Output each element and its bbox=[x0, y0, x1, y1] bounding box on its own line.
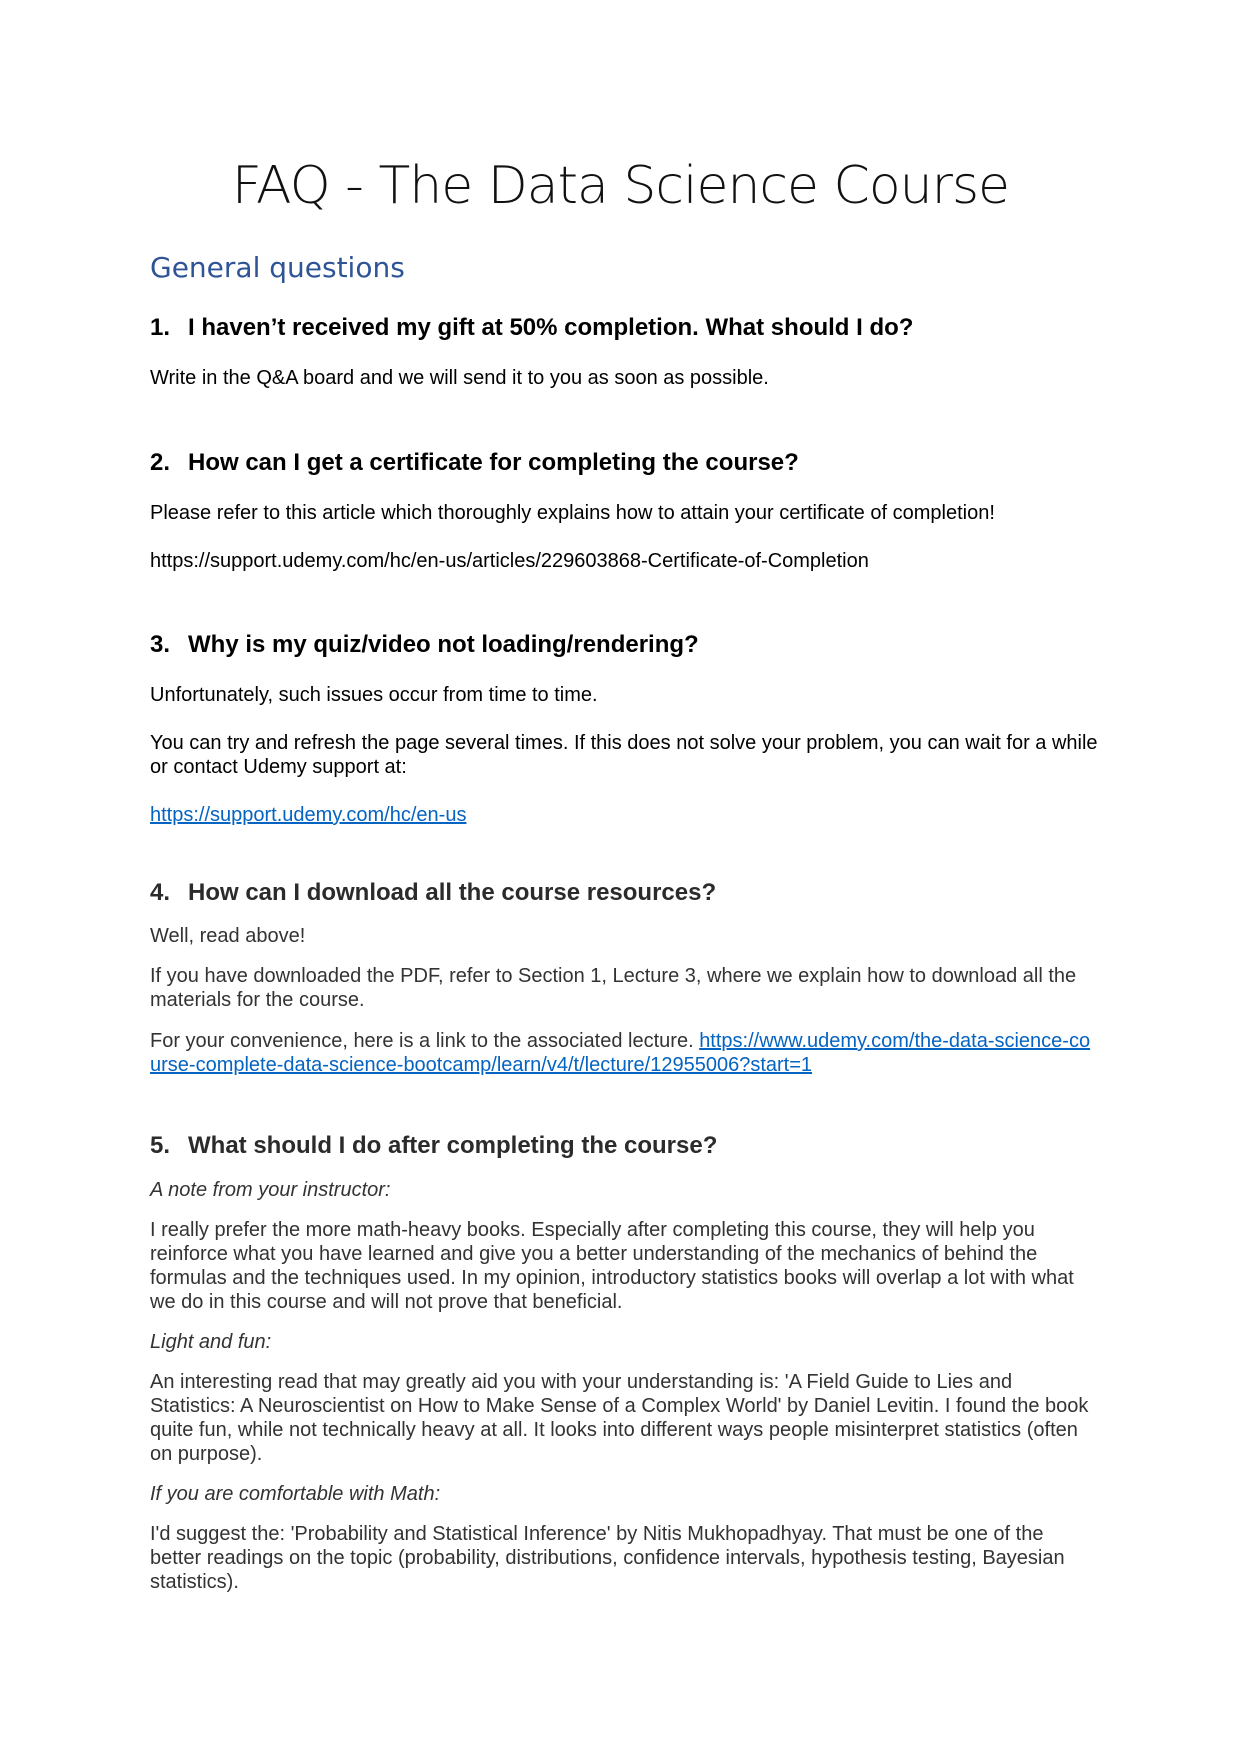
answer-link-paragraph bbox=[150, 803, 1100, 827]
certificate-url-text: https://support.udemy.com/hc/en-us/articles/229603868-Certificate-of-Completion bbox=[150, 550, 869, 572]
question-text: How can I download all the course resources? bbox=[188, 879, 717, 906]
question-heading bbox=[150, 313, 1100, 343]
question-text: What should I do after completing the course? bbox=[188, 1132, 718, 1159]
subheading-italic: A note from your instructor: bbox=[150, 1179, 391, 1201]
question-3 bbox=[150, 630, 1100, 660]
question-number: 2. bbox=[150, 449, 171, 476]
answer-paragraph: Write in the Q&A board and we will send it to you as soon as possible. bbox=[150, 367, 769, 389]
answer-paragraph: Please refer to this article which thoroughly explains how to attain your certificate of completion! bbox=[150, 502, 995, 524]
question-number: 4. bbox=[150, 879, 171, 906]
question-1 bbox=[150, 313, 1100, 343]
page-title: FAQ - The Data Science Course bbox=[231, 156, 1010, 216]
udemy-support-link[interactable]: https://support.udemy.com/hc/en-us bbox=[150, 804, 467, 826]
question-2 bbox=[150, 448, 1100, 478]
question-number: 5. bbox=[150, 1132, 171, 1159]
question-text: How can I get a certificate for completing the course? bbox=[188, 449, 799, 476]
answer-paragraph: If you have downloaded the PDF, refer to Section 1, Lecture 3, where we explain how to download all the materials for the course. bbox=[150, 965, 1077, 1011]
question-heading bbox=[150, 630, 1100, 660]
lecture-link[interactable]: https://www.udemy.com/the-data-science-course-complete-data-science-bootcamp/learn/v4/t/lecture/12955006?start=1 bbox=[150, 1030, 1091, 1076]
question-text: I haven’t received my gift at 50% completion. What should I do? bbox=[188, 314, 914, 341]
answer-paragraph: Unfortunately, such issues occur from time to time. bbox=[150, 684, 598, 706]
subheading-italic: Light and fun: bbox=[150, 1331, 272, 1353]
question-heading bbox=[150, 1131, 1100, 1161]
question-text: Why is my quiz/video not loading/rendering? bbox=[188, 631, 699, 658]
question-number: 1. bbox=[150, 314, 171, 341]
answer-link-paragraph bbox=[150, 1029, 1100, 1077]
answer-paragraph: I'd suggest the: 'Probability and Statistical Inference' by Nitis Mukhopadhyay. That must be one of the better readings on the topic (probability, distributions, confidence intervals, hypothesis testing, Bayesian statistics). bbox=[150, 1523, 1065, 1593]
subheading-italic: If you are comfortable with Math: bbox=[150, 1483, 441, 1505]
section-heading: General questions bbox=[150, 251, 405, 284]
question-heading bbox=[150, 448, 1100, 478]
question-number: 3. bbox=[150, 631, 171, 658]
answer-paragraph: Well, read above! bbox=[150, 925, 306, 947]
question-heading bbox=[150, 878, 1100, 908]
question-5 bbox=[150, 1131, 1100, 1161]
answer-text: For your convenience, here is a link to the associated lecture. bbox=[150, 1030, 694, 1052]
answer-paragraph: I really prefer the more math-heavy books. Especially after completing this course, they will help you reinforce what you have learned and give you a better understanding of the mechanics of behind the formulas and the techniques used. In my opinion, introductory statistics books will overlap a lot with what we do in this course and will not prove that beneficial. bbox=[150, 1219, 1074, 1313]
answer-paragraph: You can try and refresh the page several times. If this does not solve your problem, you can wait for a while or contact Udemy support at: bbox=[150, 732, 1098, 778]
answer-paragraph: An interesting read that may greatly aid you with your understanding is: 'A Field Guide to Lies and Statistics: A Neuroscientist on How to Make Sense of a Complex World' by Daniel Levitin. I found the book quite fun, while not technically heavy at all. It looks into different ways people misinterpret statistics (often on purpose). bbox=[150, 1371, 1089, 1465]
question-4 bbox=[150, 878, 1100, 908]
